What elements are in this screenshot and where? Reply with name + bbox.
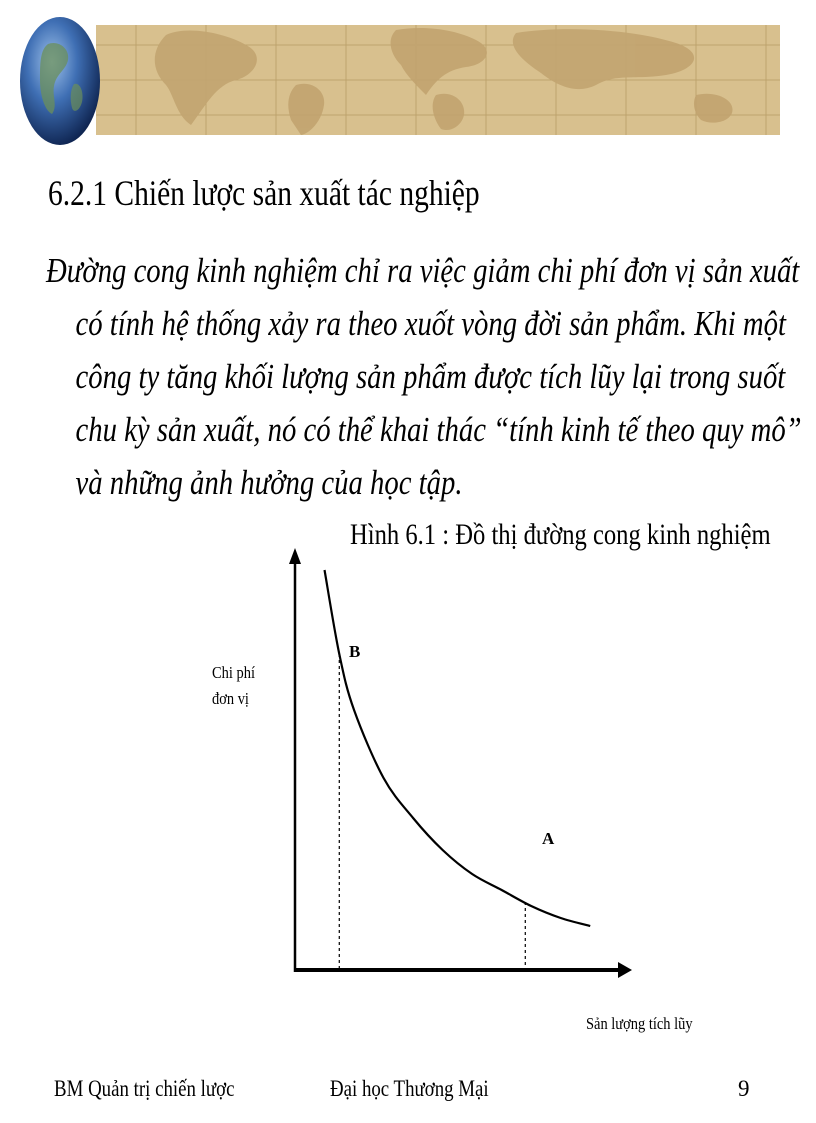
x-axis-arrow-icon (618, 962, 632, 978)
page-number: 9 (738, 1076, 750, 1101)
section-title: 6.2.1 Chiến lược sản xuất tác nghiệp (48, 173, 480, 213)
footer-department: BM Quản trị chiến lược (54, 1076, 235, 1101)
x-axis-label: Sản lượng tích lũy (586, 1014, 693, 1033)
y-axis-label-line: đơn vị (212, 689, 249, 708)
footer-university: Đại học Thương Mại (330, 1076, 489, 1101)
point-b-label: B (349, 642, 361, 661)
intro-line: và những ảnh hưởng của học tập. (75, 463, 463, 502)
figure-caption: Hình 6.1 : Đồ thị đường cong kinh nghiệm (350, 518, 771, 551)
intro-line: công ty tăng khối lượng sản phẩm được tích lũy lại trong suốt (75, 357, 786, 396)
intro-line: có tính hệ thống xảy ra theo xuốt vòng đời sản phẩm. Khi một (75, 304, 786, 343)
y-axis-label (212, 660, 255, 712)
intro-line: chu kỳ sản xuất, nó có thể khai thác “tính kinh tế theo quy mô” (75, 410, 802, 449)
intro-line: Đường cong kinh nghiệm chỉ ra việc giảm chi phí đơn vị sản xuất (46, 251, 800, 290)
y-axis-arrow-icon (289, 548, 301, 564)
experience-curve-line (325, 570, 591, 926)
point-a-label: A (542, 829, 555, 848)
y-axis-label-line: Chi phí (212, 663, 255, 682)
chart-axes (289, 548, 632, 978)
